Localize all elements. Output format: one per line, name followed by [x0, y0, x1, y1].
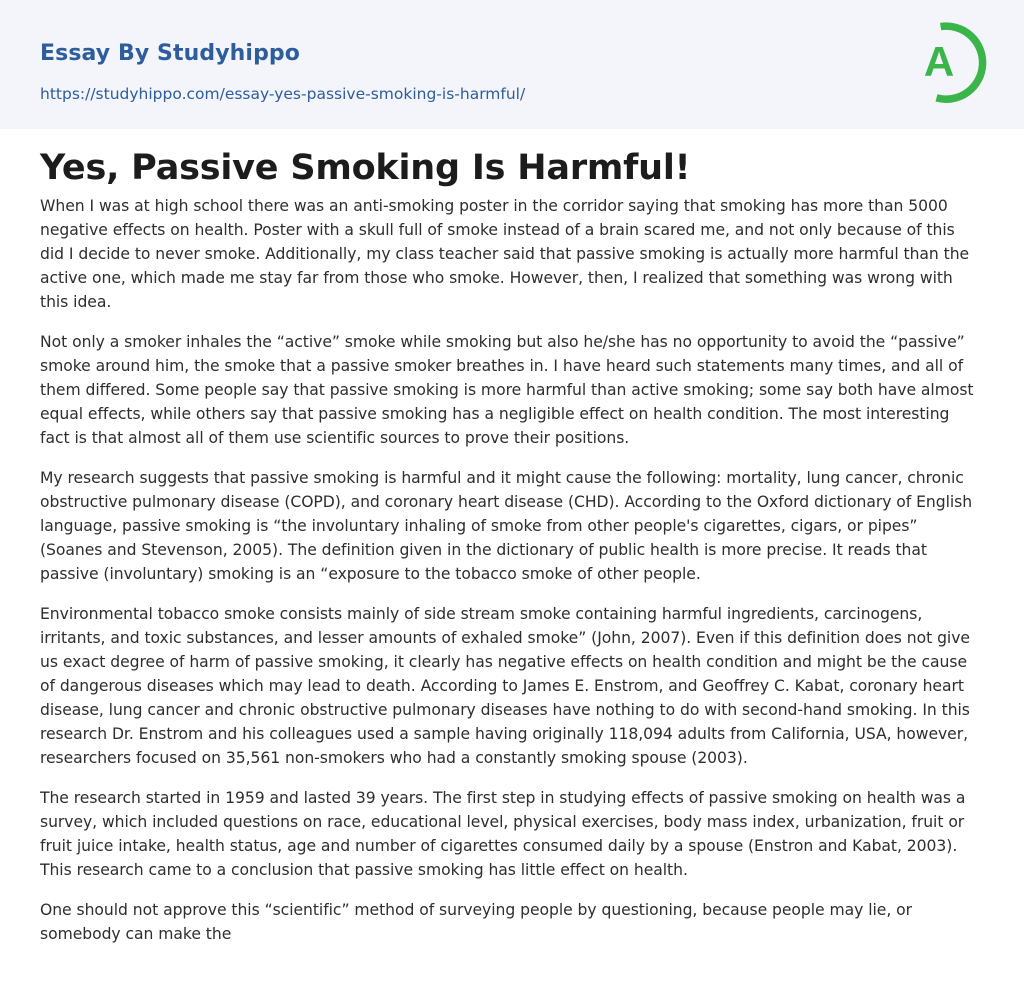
- essay-paragraph: My research suggests that passive smoking is harmful and it might cause the following: mortality, lung cancer, chronic obstructive pulmonary disease (COPD), and coronary heart disease (CHD). According to the Oxford dictionary of English language, passive smoking is “the involuntary inhaling of smoke from other people's cigarettes, cigars, or pipes” (Soanes and Stevenson, 2005). The definition given in the dictionary of public health is more precise. It reads that passive (involuntary) smoking is an “exposure to the tobacco smoke of other people.: [40, 469, 973, 583]
- essay-paragraph: Not only a smoker inhales the “active” smoke while smoking but also he/she has no opportunity to avoid the “passive” smoke around him, the smoke that a passive smoker breathes in. I have heard such statements many times, and all of them differed. Some people say that passive smoking is more harmful than active smoking; some say both have almost equal effects, while others say that passive smoking has a negligible effect on health condition. The most interesting fact is that almost all of them use scientific sources to prove their positions.: [40, 333, 974, 447]
- essay-paragraph: Environmental tobacco smoke consists mainly of side stream smoke containing harmful ingredients, carcinogens, irritants, and toxic substances, and lesser amounts of exhaled smoke” (John, 2007). Even if this definition does not give us exact degree of harm of passive smoking, it clearly has negative effects on health condition and might be the cause of dangerous diseases which may lead to death. According to James E. Enstrom, and Geoffrey C. Kabat, coronary heart disease, lung cancer and chronic obstructive pulmonary diseases have nothing to do with second-hand smoking. In this research Dr. Enstrom and his colleagues used a sample having originally 118,094 adults from California, USA, however, researchers focused on 35,561 non-smokers who had a constantly smoking spouse (2003).: [40, 605, 970, 767]
- studyhippo-logo-icon[interactable]: [912, 19, 987, 105]
- essay-body: [40, 194, 982, 962]
- essay-title: Yes, Passive Smoking Is Harmful!: [40, 148, 691, 188]
- essay-paragraph: The research started in 1959 and lasted 39 years. The first step in studying effects of passive smoking on health was a survey, which included questions on race, educational level, physical exercises, body mass index, urbanization, fruit or fruit juice intake, health status, age and number of cigarettes consumed daily by a spouse (Enstron and Kabat, 2003). This research came to a conclusion that passive smoking has little effect on health.: [40, 789, 966, 879]
- site-brand[interactable]: Essay By Studyhippo: [40, 41, 300, 66]
- essay-paragraph: When I was at high school there was an anti-smoking poster in the corridor saying that smoking has more than 5000 negative effects on health. Poster with a skull full of smoke instead of a brain scared me, and not only because of this did I decide to never smoke. Additionally, my class teacher said that passive smoking is actually more harmful than the active one, which made me stay far from those who smoke. However, then, I realized that something was wrong with this idea.: [40, 197, 970, 311]
- essay-url-link[interactable]: https://studyhippo.com/essay-yes-passive-smoking-is-harmful/: [40, 85, 526, 103]
- essay-paragraph: One should not approve this “scientific” method of surveying people by questioning, because people may lie, or somebody can make the: [40, 901, 912, 943]
- logo-letter: A: [923, 38, 955, 85]
